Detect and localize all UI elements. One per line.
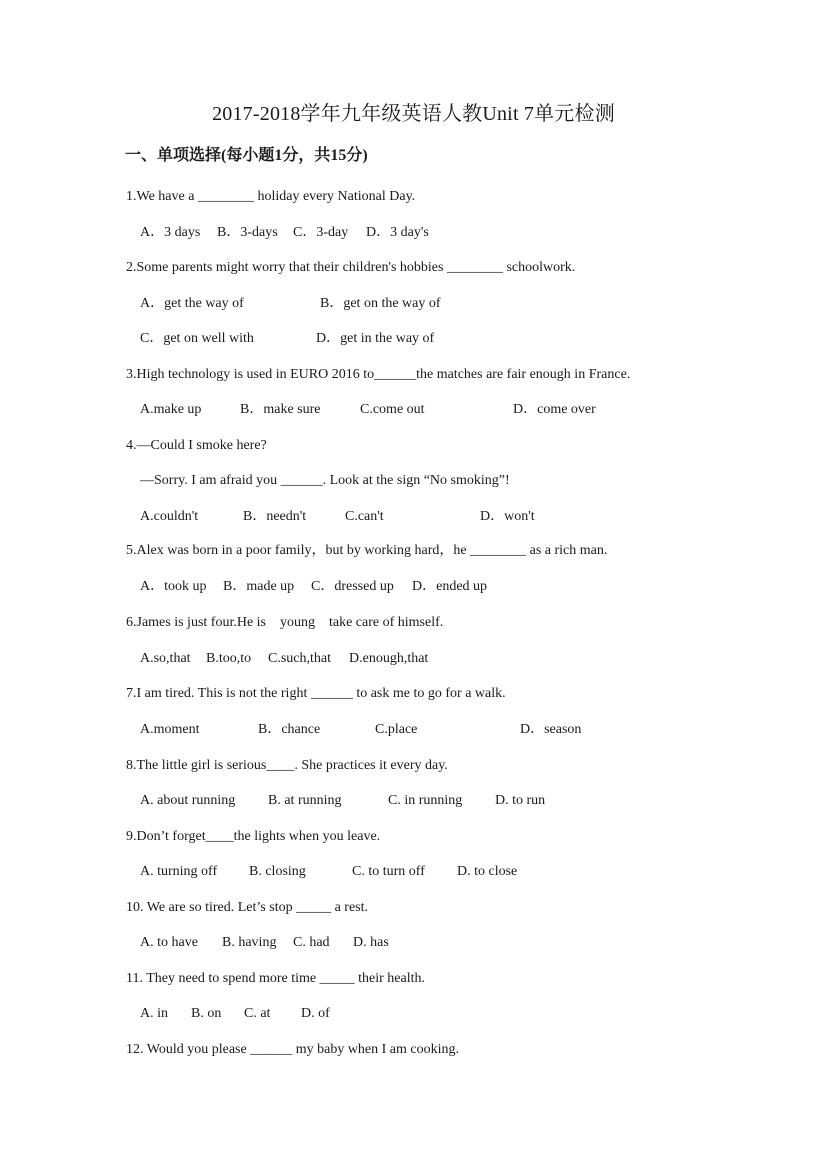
answer-options — [140, 649, 740, 669]
option-b: B．3-days — [217, 225, 278, 240]
question-response: —Sorry. I am afraid you ______. Look at the sign “No smoking”! — [140, 473, 510, 488]
option-d: D．get in the way of — [316, 331, 435, 346]
option-b: B．chance — [258, 722, 321, 737]
option-d: D．season — [520, 722, 582, 737]
answer-options — [140, 577, 740, 597]
option-b: B. on — [191, 1006, 222, 1021]
option-b: B．made up — [223, 579, 295, 594]
option-a: A.so,that — [140, 651, 191, 666]
question-stem: 4.—Could I smoke here? — [126, 438, 267, 453]
option-d: D．come over — [513, 402, 596, 417]
option-a: A.moment — [140, 722, 200, 737]
option-c: C. at — [244, 1006, 271, 1021]
option-a: A.make up — [140, 402, 202, 417]
answer-options — [140, 862, 740, 882]
option-d: D. has — [353, 935, 389, 950]
option-a: A. about running — [140, 793, 236, 808]
question-stem: 5.Alex was born in a poor family，but by working hard，he ________ as a rich man. — [126, 543, 608, 558]
question-stem: 7.I am tired. This is not the right ______ to ask me to go for a walk. — [126, 686, 506, 701]
page-title: 2017-2018学年九年级英语人教Unit 7单元检测 — [212, 103, 615, 125]
question-stem: 10. We are so tired. Let’s stop _____ a rest. — [126, 900, 369, 915]
option-c: C.come out — [360, 402, 425, 417]
answer-options — [140, 791, 740, 811]
question-stem: 3.High technology is used in EURO 2016 to______the matches are fair enough in France. — [126, 367, 631, 382]
option-d: D．won't — [480, 509, 535, 524]
question-stem: 1.We have a ________ holiday every National Day. — [126, 189, 416, 204]
answer-options — [140, 933, 740, 953]
option-c: C.place — [375, 722, 418, 737]
answer-options — [140, 1004, 740, 1024]
question-stem: 8.The little girl is serious____. She practices it every day. — [126, 758, 448, 773]
question-stem: 9.Don’t forget____the lights when you leave. — [126, 829, 381, 844]
option-a: A．get the way of — [140, 296, 244, 311]
option-d: D．3 day's — [366, 225, 429, 240]
option-c: C. to turn off — [352, 864, 425, 879]
question-stem: 12. Would you please ______ my baby when I am cooking. — [126, 1042, 460, 1057]
section-heading: 一、单项选择(每小题1分，共15分) — [125, 147, 368, 164]
option-c: C．3-day — [293, 225, 349, 240]
option-c: C. had — [293, 935, 330, 950]
answer-options — [140, 400, 740, 420]
option-c: C.can't — [345, 509, 384, 524]
option-d: D. to run — [495, 793, 546, 808]
option-c: C．get on well with — [140, 331, 254, 346]
option-d: D.enough,that — [349, 651, 429, 666]
answer-options — [140, 720, 740, 740]
option-c: C. in running — [388, 793, 463, 808]
option-c: C.such,that — [268, 651, 331, 666]
option-a: A.couldn't — [140, 509, 199, 524]
answer-options — [140, 507, 740, 527]
option-a: A. turning off — [140, 864, 218, 879]
question-stem: 2.Some parents might worry that their children's hobbies ________ schoolwork. — [126, 260, 576, 275]
question-stem: 6.James is just four.He is young take care of himself. — [126, 615, 444, 630]
option-a: A. in — [140, 1006, 168, 1021]
option-a: A．took up — [140, 579, 207, 594]
option-a: A. to have — [140, 935, 198, 950]
option-d: D．ended up — [412, 579, 488, 594]
option-b: B. having — [222, 935, 277, 950]
option-b: B．needn't — [243, 509, 307, 524]
question-stem: 11. They need to spend more time _____ their health. — [126, 971, 425, 986]
answer-options — [140, 223, 740, 243]
option-b: B. at running — [268, 793, 342, 808]
option-d: D. to close — [457, 864, 518, 879]
answer-options — [140, 329, 740, 349]
option-b: B.too,to — [206, 651, 252, 666]
option-d: D. of — [301, 1006, 330, 1021]
option-c: C．dressed up — [311, 579, 394, 594]
option-b: B．make sure — [240, 402, 321, 417]
option-a: A．3 days — [140, 225, 201, 240]
answer-options — [140, 294, 740, 314]
option-b: B．get on the way of — [320, 296, 441, 311]
option-b: B. closing — [249, 864, 306, 879]
